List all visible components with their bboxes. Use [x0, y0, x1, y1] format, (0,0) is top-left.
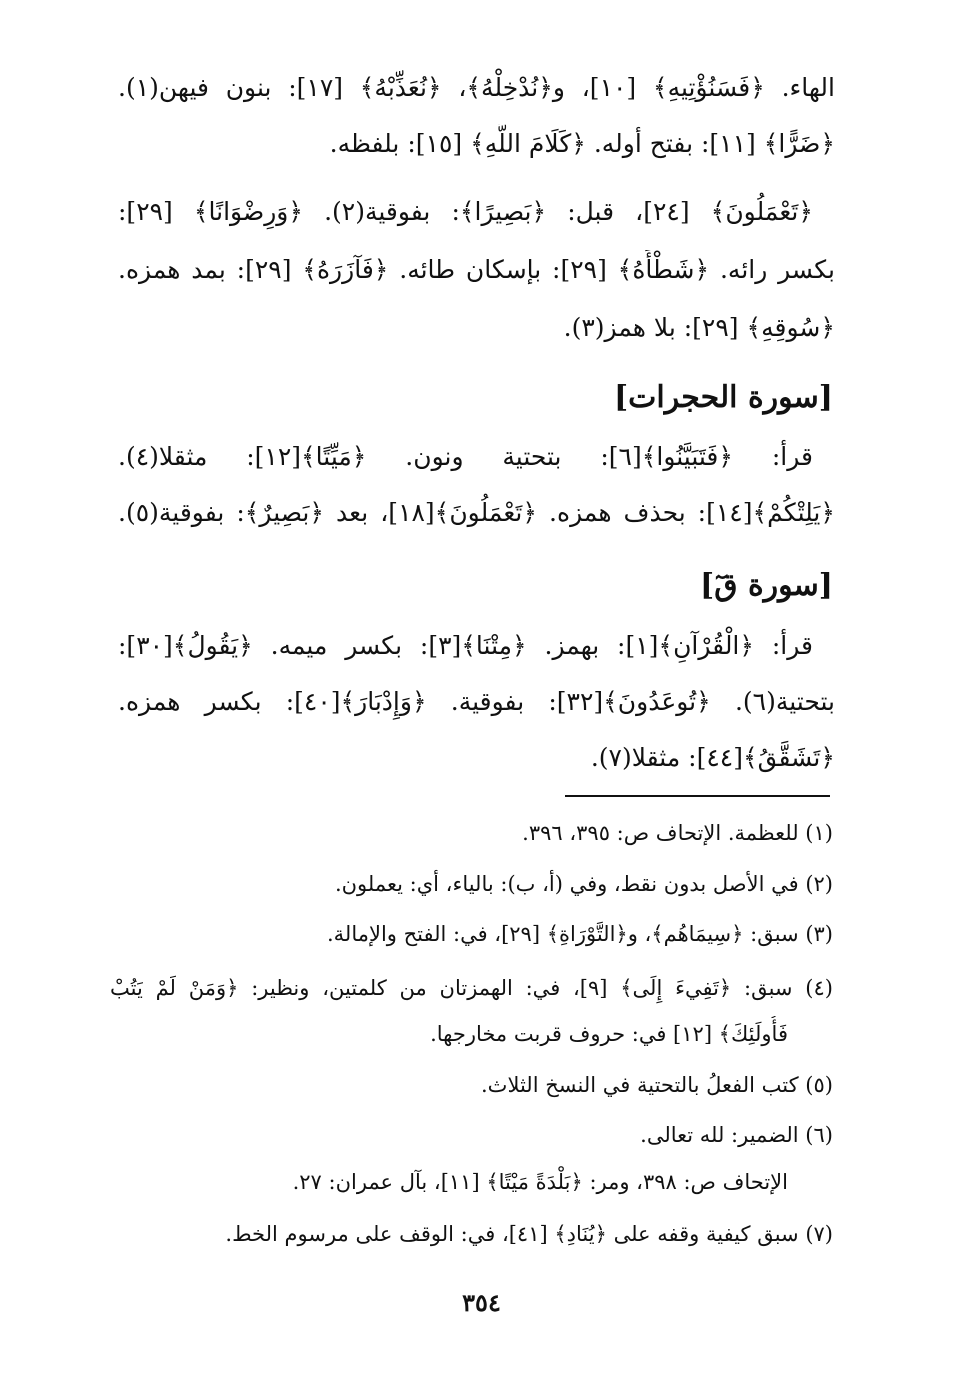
section-heading-qaf: [سورة قٓ] — [700, 568, 833, 603]
body-line: ﴿ضَرًّا﴾ [١١]: بفتح أوله. ﴿كَلَامَ اللَّهِ﴾ [١٥]: بلفظه. — [329, 129, 835, 158]
footnote: (٣) سبق: ﴿سِيمَاهُم﴾، و﴿التَّوْرَاةِ﴾ [٢٩]، في: الفتح والإمالة. — [326, 922, 833, 946]
body-line: قرأ: ﴿الْقُرْآنِ﴾[١]: بهمز. ﴿مِتْنَا﴾[٣]: بكسر ميمه. ﴿يَقُولُ﴾[٣٠]: — [118, 631, 813, 660]
footnote: (٦) الضمير: لله تعالى. — [640, 1123, 833, 1147]
footnote: (١) للعظمة. الإتحاف ص: ٣٩٥، ٣٩٦. — [522, 821, 833, 845]
footnote: (٢) في الأصل بدون نقط، وفي (أ، ب): بالياء، أي: يعملون. — [334, 872, 833, 896]
footnote-continuation: الإتحاف ص: ٣٩٨، ومر: ﴿بَلْدَةً مَيْتًا﴾ [١١]، بآل عمران: ٢٧. — [292, 1170, 788, 1194]
body-line: ﴿تَعْمَلُونَ﴾ [٢٤]، قبل: ﴿بَصِيرًا﴾: بفوقية(٢). ﴿وَرِضْوَانًا﴾ [٢٩]: — [118, 197, 813, 226]
footnote-continuation: فَأُولَئِكَ﴾ [١٢] في: حروف قربت مخارجها. — [430, 1022, 788, 1046]
body-line: الهاء. ﴿فَسَنُؤْتِيهِ﴾ [١٠]، و﴿نُدْخِلْهُ﴾، ﴿نُعَذِّبْهُ﴾ [١٧]: بنون فيهن(١). — [118, 73, 835, 102]
footnote-separator — [565, 795, 830, 797]
footnote: (٧) سبق كيفية وقفه على ﴿يُنَادِ﴾ [٤١]، في: الوقف على مرسوم الخط. — [225, 1222, 833, 1246]
body-line: قرأ: ﴿فَتَبَيَّنُوا﴾[٦]: بتحتية ونون. ﴿مَيِّتًا﴾[١٢]: مثقلا(٤). — [118, 442, 813, 471]
section-heading-hujurat: [سورة الحجرات] — [613, 380, 833, 415]
footnote: (٤) سبق: ﴿تَفِيءَ إِلَى﴾ [٩]، في: الهمزتان من كلمتين، ونظير: ﴿وَمَنْ لَمْ يَتُبْ — [110, 976, 833, 1000]
body-line: ﴿سُوقِهِ﴾ [٢٩]: بلا همز(٣). — [563, 313, 835, 342]
body-line: بتحتية(٦). ﴿تُوعَدُونَ﴾[٣٢]: بفوقية. ﴿وَإِدْبَارَ﴾[٤٠]: بكسر همزه. — [118, 687, 835, 716]
body-line: ﴿تَشَقَّقُ﴾[٤٤]: مثقلا(٧). — [590, 743, 835, 772]
body-line: بكسر رائه. ﴿شَطْأَهُ﴾ [٢٩]: بإسكان طائه. ﴿فَآزَرَهُ﴾ [٢٩]: بمد همزه. — [118, 255, 835, 284]
footnote: (٥) كتب الفعلُ بالتحتية في النسخ الثلاث. — [481, 1073, 833, 1097]
body-line: ﴿يَلِتْكُمْ﴾[١٤]: بحذف همزه. ﴿تَعْمَلُونَ﴾[١٨]، بعد ﴿بَصِيرٌ﴾: بفوقية(٥). — [118, 498, 835, 527]
page-number: ٣٥٤ — [462, 1288, 501, 1317]
